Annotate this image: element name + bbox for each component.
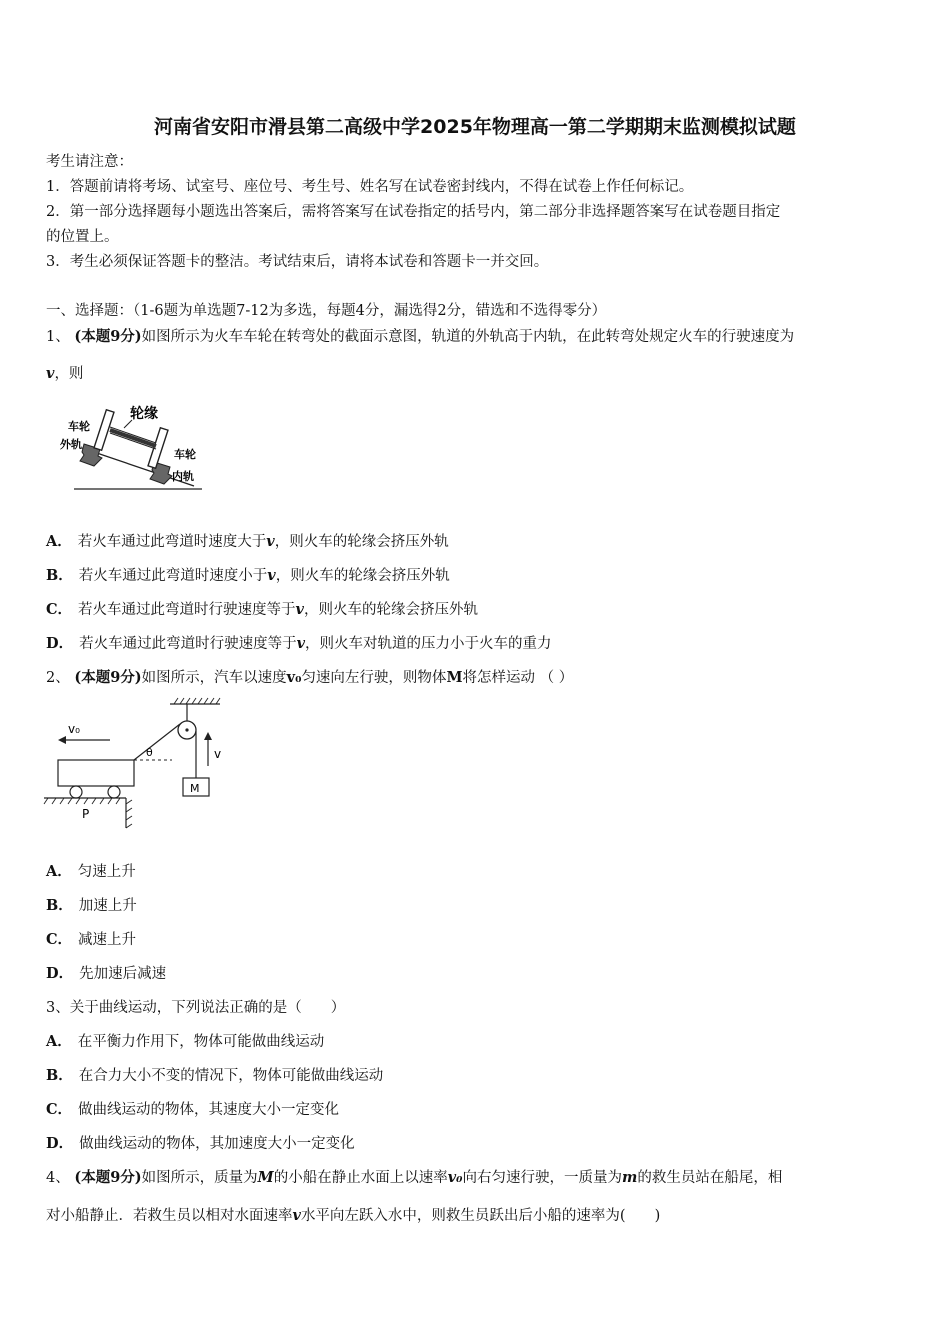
q1-stem-rest: ，则 <box>54 366 84 382</box>
q2-stem-var2: M <box>446 669 463 686</box>
q1-option-d-post: ，则火车对轨道的压力小于火车的重力 <box>305 636 552 652</box>
q4-number: 4、 <box>46 1170 70 1186</box>
q1-option-b-post: ，则火车的轮缘会挤压外轨 <box>275 568 450 584</box>
notice-heading: 考生请注意： <box>46 154 133 170</box>
q3-option-d <box>46 1134 355 1154</box>
q3-option-c <box>46 1100 339 1120</box>
q1-figure-wheel-section <box>54 400 214 495</box>
notice-item-2-cont: 的位置上。 <box>46 229 119 245</box>
notice-item-1: 1．答题前请将考场、试室号、座位号、考生号、姓名写在试卷密封线内，不得在试卷上作任何标记。 <box>46 179 694 195</box>
q1-stem-text: 如图所示为火车车轮在转弯处的截面示意图，轨道的外轨高于内轨，在此转弯处规定火车的行驶速度为 <box>141 329 795 345</box>
q4-stem-cont <box>46 1206 660 1226</box>
q3-option-c-text: 做曲线运动的物体，其速度大小一定变化 <box>78 1102 340 1118</box>
q3-option-b-text: 在合力大小不变的情况下，物体可能做曲线运动 <box>78 1068 384 1084</box>
q2-option-c-label: C． <box>46 931 73 948</box>
q4-var-v: v <box>292 1207 301 1224</box>
q1-option-c <box>46 600 478 620</box>
q3-option-a <box>46 1032 324 1052</box>
label-wheel-left: 车轮 <box>68 420 90 433</box>
velocity-arrow-head <box>204 732 212 740</box>
q1-option-c-var: v <box>295 601 304 618</box>
q4-stem <box>46 1168 782 1188</box>
q1-option-a-var: v <box>266 533 275 550</box>
q2-number: 2、 <box>46 670 70 686</box>
q2-option-d-label: D． <box>46 965 74 982</box>
q3-option-a-text: 在平衡力作用下，物体可能做曲线运动 <box>77 1034 325 1050</box>
q1-option-b-pre: 若火车通过此弯道时速度小于 <box>78 568 268 584</box>
axle-line <box>110 430 156 446</box>
q4-line2-b: 水平向左跃入水中，则救生员跃出后小船的速率为( ) <box>300 1208 661 1224</box>
notice-item-2: 2．第一部分选择题每小题选出答案后，需将答案写在试卷指定的括号内，第二部分非选择题答案写在试卷题目指定 <box>46 204 781 220</box>
q4-stem-d: 的救生员站在船尾，相 <box>637 1170 783 1186</box>
rope-to-car <box>134 724 180 760</box>
q1-stem-cont <box>46 364 83 384</box>
q2-option-b-label: B． <box>46 897 73 914</box>
q1-score: (本题9分) <box>74 328 142 345</box>
q2-option-a <box>46 862 136 882</box>
q4-stem-a: 如图所示，质量为 <box>141 1170 258 1186</box>
q1-option-a-pre: 若火车通过此弯道时速度大于 <box>77 534 267 550</box>
label-point-p: P <box>82 807 90 821</box>
q3-option-b-label: B． <box>46 1067 73 1084</box>
q4-var-m: m <box>622 1169 638 1186</box>
label-v0: v₀ <box>68 722 80 736</box>
q2-option-b-text: 加速上升 <box>78 898 137 914</box>
q1-option-d-var: v <box>296 635 306 652</box>
q4-var-v0: v₀ <box>447 1169 463 1186</box>
label-theta: θ <box>146 746 153 759</box>
q1-option-d <box>46 634 552 654</box>
q1-option-c-pre: 若火车通过此弯道时行驶速度等于 <box>78 602 296 618</box>
q4-stem-c: 向右匀速行驶，一质量为 <box>462 1170 622 1186</box>
q4-line2-a: 对小船静止．若救生员以相对水面速率 <box>46 1208 293 1224</box>
v0-arrow-head <box>58 736 66 744</box>
q2-stem-pre: 如图所示，汽车以速度 <box>141 670 287 686</box>
page-title: 河南省安阳市滑县第二高级中学2025年物理高一第二学期期末监测模拟试题 <box>154 116 796 138</box>
q1-option-a <box>46 532 449 552</box>
q3-option-b <box>46 1066 383 1086</box>
q4-var-M: M <box>257 1169 274 1186</box>
section-heading: 一、选择题：（1-6题为单选题7-12为多选，每题4分，漏选得2分，错选和不选得零分） <box>46 303 607 319</box>
label-velocity: v <box>214 747 222 761</box>
q2-stem <box>46 668 573 688</box>
q2-figure-car-pulley <box>40 696 240 832</box>
q1-option-c-post: ，则火车的轮缘会挤压外轨 <box>303 602 478 618</box>
q2-stem-post: 将怎样运动 （ ） <box>462 670 574 686</box>
q1-option-b <box>46 566 450 586</box>
q1-option-b-var: v <box>267 567 276 584</box>
q1-option-a-label: A． <box>46 533 72 550</box>
q1-option-b-label: B． <box>46 567 73 584</box>
car-wheel-right <box>108 786 120 798</box>
q1-stem <box>46 327 794 347</box>
label-wheel-rim: 轮缘 <box>130 406 158 422</box>
q2-stem-var: v₀ <box>286 669 302 686</box>
q3-stem: 3、关于曲线运动，下列说法正确的是（ ） <box>46 1000 346 1016</box>
notice-item-3: 3．考生必须保证答题卡的整洁。考试结束后，请将本试卷和答题卡一并交回。 <box>46 254 549 270</box>
ceiling-hatch <box>174 698 220 704</box>
q3-option-c-label: C． <box>46 1101 73 1118</box>
q2-score: (本题9分) <box>74 669 142 686</box>
q2-option-d-text: 先加速后减速 <box>79 966 167 982</box>
label-outer-rail: 外轨 <box>60 438 82 451</box>
q3-option-d-text: 做曲线运动的物体，其加速度大小一定变化 <box>79 1136 355 1152</box>
q2-option-b <box>46 896 137 916</box>
q3-option-d-label: D． <box>46 1135 74 1152</box>
q2-option-a-label: A． <box>46 863 72 880</box>
q2-option-c-text: 减速上升 <box>78 932 137 948</box>
q1-stem-var: v <box>46 365 55 382</box>
right-wheel-shape <box>148 428 168 469</box>
label-mass: M <box>190 782 200 795</box>
label-inner-rail: 内轨 <box>172 470 194 483</box>
q2-option-d <box>46 964 166 984</box>
q1-number: 1、 <box>46 329 70 345</box>
q2-option-a-text: 匀速上升 <box>77 864 136 880</box>
q2-stem-mid: 匀速向左行驶，则物体 <box>301 670 447 686</box>
car-wheel-left <box>70 786 82 798</box>
pulley-axle <box>185 728 188 731</box>
q2-option-c <box>46 930 136 950</box>
q1-option-a-post: ，则火车的轮缘会挤压外轨 <box>274 534 449 550</box>
q1-option-c-label: C． <box>46 601 73 618</box>
car-body <box>58 760 134 786</box>
label-wheel-right: 车轮 <box>174 448 196 461</box>
q4-stem-b: 的小船在静止水面上以速率 <box>273 1170 448 1186</box>
q4-score: (本题9分) <box>74 1169 142 1186</box>
q1-option-d-label: D． <box>46 635 74 652</box>
q3-option-a-label: A． <box>46 1033 72 1050</box>
q1-option-d-pre: 若火车通过此弯道时行驶速度等于 <box>79 636 297 652</box>
